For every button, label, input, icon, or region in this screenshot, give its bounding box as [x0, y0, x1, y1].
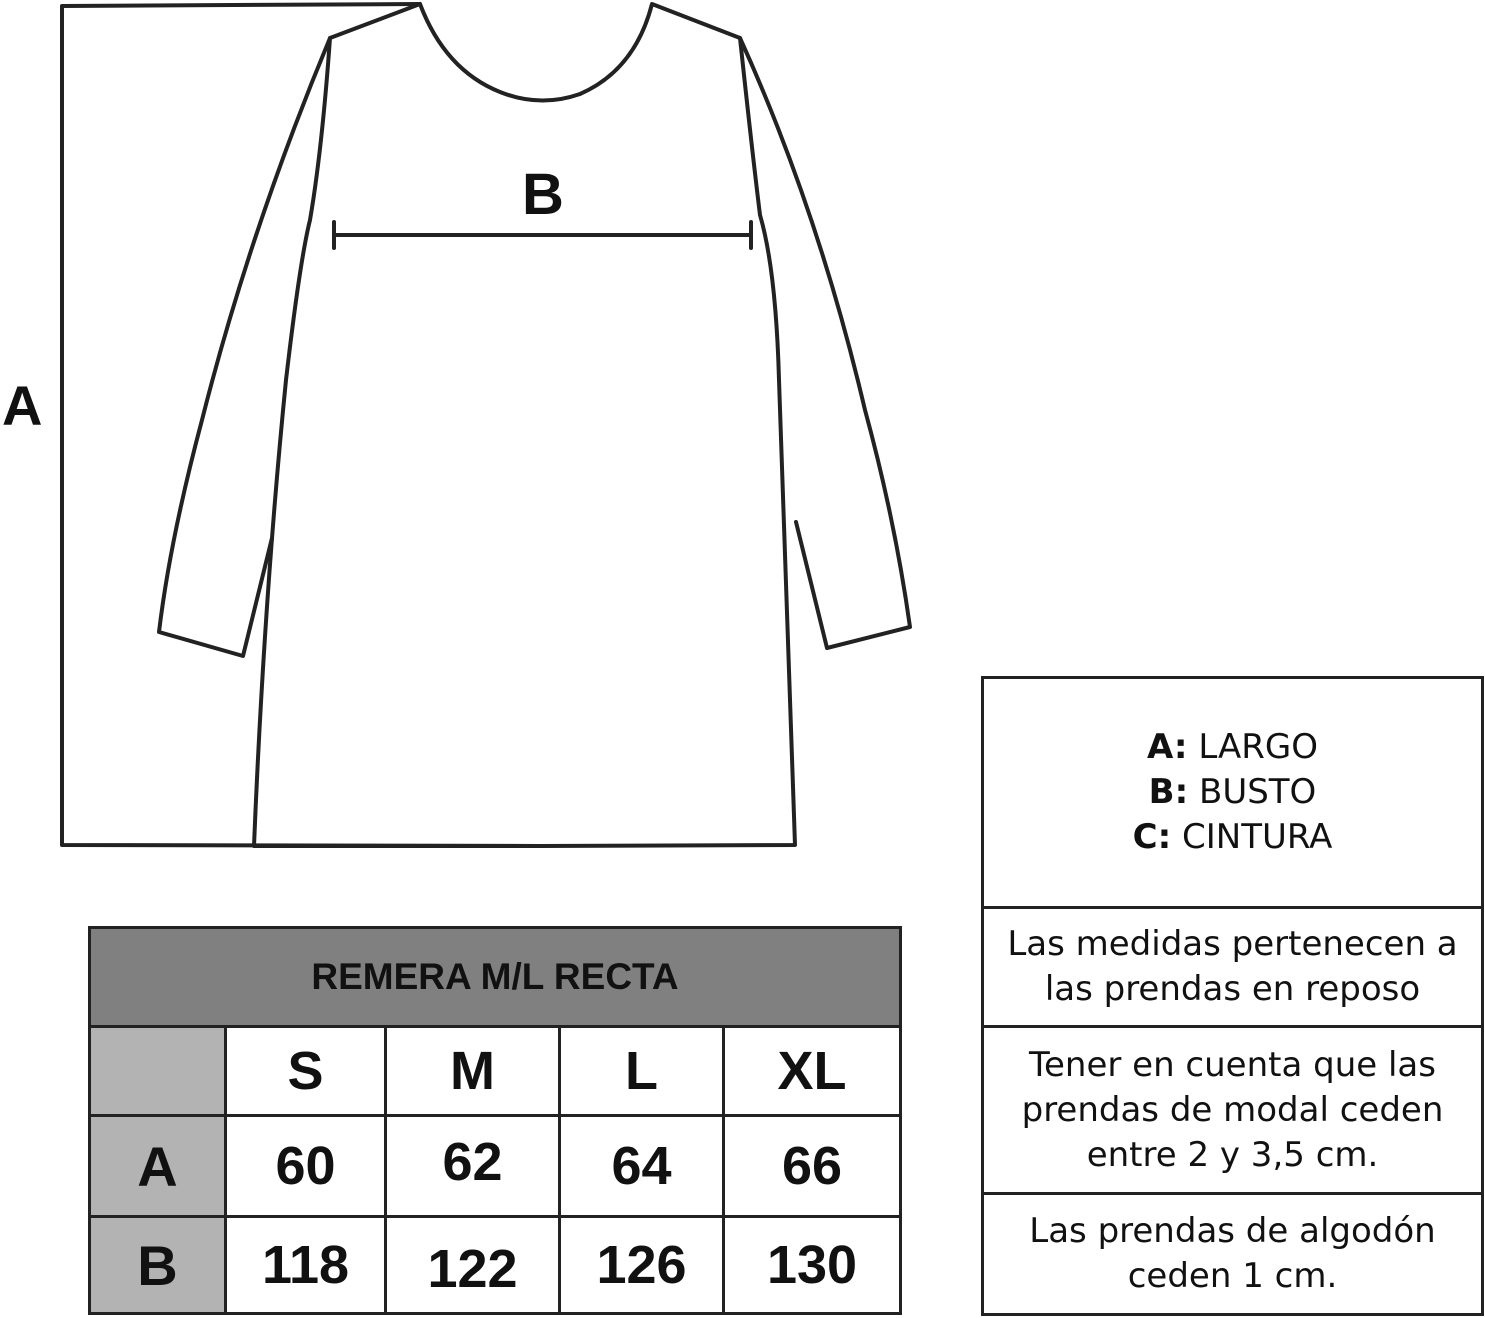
- size-header-s: S: [226, 1027, 386, 1116]
- value-a-xl: 66: [724, 1116, 901, 1217]
- value-b-xl: 130: [724, 1217, 901, 1314]
- note-text: Tener en cuenta que las prendas de modal ceden entre 2 y 3,5 cm.: [1021, 1044, 1444, 1175]
- size-header-l: L: [560, 1027, 724, 1116]
- value-a-l: 64: [560, 1116, 724, 1217]
- legend-value: LARGO: [1198, 727, 1319, 767]
- note-modal-stretch: [984, 1025, 1481, 1192]
- note-cotton-stretch: [984, 1192, 1481, 1313]
- size-table: [88, 926, 902, 1315]
- table-title: REMERA M/L RECTA: [90, 928, 901, 1027]
- note-rest-measurements: [984, 906, 1481, 1025]
- bust-label: B: [522, 162, 564, 227]
- note-text: Las medidas pertenecen a las prendas en reposo: [1007, 924, 1458, 1009]
- row-label-b: B: [90, 1217, 226, 1314]
- legend-item-largo: [1147, 725, 1318, 770]
- left-sleeve-outline: [159, 38, 330, 656]
- legend-item-cintura: [1133, 815, 1333, 860]
- table-row: [90, 1116, 901, 1217]
- value-a-s: 60: [226, 1116, 386, 1217]
- table-corner-cell: [90, 1027, 226, 1116]
- legend-key: A:: [1146, 727, 1188, 767]
- legend-box: [981, 676, 1484, 1316]
- value-b-m: 122: [386, 1217, 560, 1314]
- legend-value: BUSTO: [1199, 772, 1317, 812]
- length-label: A: [2, 374, 43, 437]
- legend-keys: [984, 679, 1481, 906]
- legend-value: CINTURA: [1182, 817, 1333, 857]
- size-header-xl: XL: [724, 1027, 901, 1116]
- size-header-m: M: [386, 1027, 560, 1116]
- legend-item-busto: [1149, 770, 1317, 815]
- right-sleeve-outline: [740, 38, 910, 648]
- value-a-m: 62: [386, 1116, 560, 1217]
- legend-key: C:: [1132, 817, 1172, 857]
- value-b-l: 126: [560, 1217, 724, 1314]
- table-row: [90, 1217, 901, 1314]
- value-b-s: 118: [226, 1217, 386, 1314]
- legend-key: B:: [1148, 772, 1189, 812]
- shirt-body-outline: [254, 4, 795, 846]
- length-measure-frame: [62, 4, 540, 846]
- note-text: Las prendas de algodón ceden 1 cm.: [1029, 1211, 1436, 1296]
- row-label-a: A: [90, 1116, 226, 1217]
